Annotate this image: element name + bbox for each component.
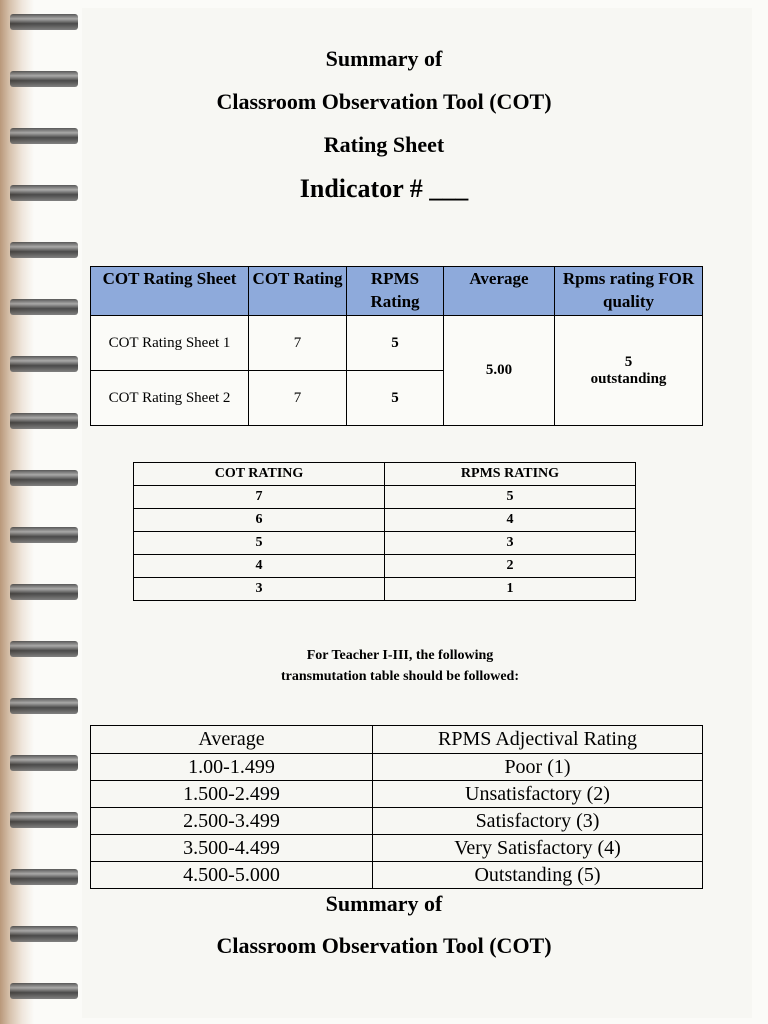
spiral-ring [10,470,78,486]
header-cot-rating: COT Rating [249,267,347,316]
adjectival-rating: Poor (1) [373,754,703,781]
table-row [91,316,703,371]
note-line-2: transmutation table should be followed: [280,669,520,684]
spiral-ring [10,356,78,372]
spiral-ring [10,812,78,828]
sheet-name: COT Rating Sheet 1 [91,316,249,371]
cot-rating: 4 [134,555,385,578]
cot-value: 7 [249,316,347,371]
table-row [91,835,703,862]
footer-cot: Classroom Observation Tool (COT) [216,933,552,958]
average-value: 5.00 [444,316,555,426]
rpms-value: 5 [347,316,444,371]
spiral-ring [10,14,78,30]
spiral-ring [10,413,78,429]
header-average: Average [91,726,373,754]
sheet-name: COT Rating Sheet 2 [91,371,249,426]
title-summary-of: Summary of [325,46,443,71]
average-range: 1.500-2.499 [91,781,373,808]
summary-table [90,266,703,426]
spiral-ring [10,71,78,87]
header-cot-rating: COT RATING [134,463,385,486]
spiral-ring [10,299,78,315]
header-rpms-rating: RPMS Rating [347,267,444,316]
spiral-ring [10,242,78,258]
cot-rating: 5 [134,532,385,555]
title-indicator: Indicator # ___ [299,174,469,203]
conversion-table [133,462,636,601]
spiral-ring [10,527,78,543]
rpms-rating: 5 [385,486,636,509]
rpms-rating: 4 [385,509,636,532]
average-range: 1.00-1.499 [91,754,373,781]
table-row [91,862,703,889]
cot-rating: 7 [134,486,385,509]
rpms-rating: 2 [385,555,636,578]
average-range: 3.500-4.499 [91,835,373,862]
cot-value: 7 [249,371,347,426]
table-row [91,808,703,835]
rpms-value: 5 [347,371,444,426]
quality-label: outstanding [590,370,667,387]
header-cot-rating-sheet: COT Rating Sheet [91,267,249,316]
table-row [134,509,636,532]
table-row [91,754,703,781]
table-row [134,532,636,555]
adjectival-rating: Very Satisfactory (4) [373,835,703,862]
title-cot: Classroom Observation Tool (COT) [216,89,552,114]
quality-value: 5 [624,353,633,370]
adjectival-rating: Unsatisfactory (2) [373,781,703,808]
header-rpms-quality: Rpms rating FOR quality [555,267,703,316]
header-average: Average [444,267,555,316]
spiral-ring [10,755,78,771]
table-row [91,781,703,808]
note-line-1: For Teacher I-III, the following [306,648,494,663]
spiral-ring [10,698,78,714]
table-row [134,578,636,601]
table-row [134,486,636,509]
transmutation-table [90,725,703,889]
spiral-ring [10,584,78,600]
cot-rating: 3 [134,578,385,601]
header-adjectival-rating: RPMS Adjectival Rating [373,726,703,754]
adjectival-rating: Satisfactory (3) [373,808,703,835]
average-range: 4.500-5.000 [91,862,373,889]
spiral-ring [10,983,78,999]
rpms-rating: 1 [385,578,636,601]
header-rpms-rating: RPMS RATING [385,463,636,486]
title-rating-sheet: Rating Sheet [323,132,445,157]
table-row [134,555,636,578]
adjectival-rating: Outstanding (5) [373,862,703,889]
footer-summary-of: Summary of [325,891,443,916]
rpms-rating: 3 [385,532,636,555]
spiral-ring [10,869,78,885]
transmutation-note [0,645,768,687]
cot-rating: 6 [134,509,385,532]
quality-cell [555,316,703,426]
average-range: 2.500-3.499 [91,808,373,835]
